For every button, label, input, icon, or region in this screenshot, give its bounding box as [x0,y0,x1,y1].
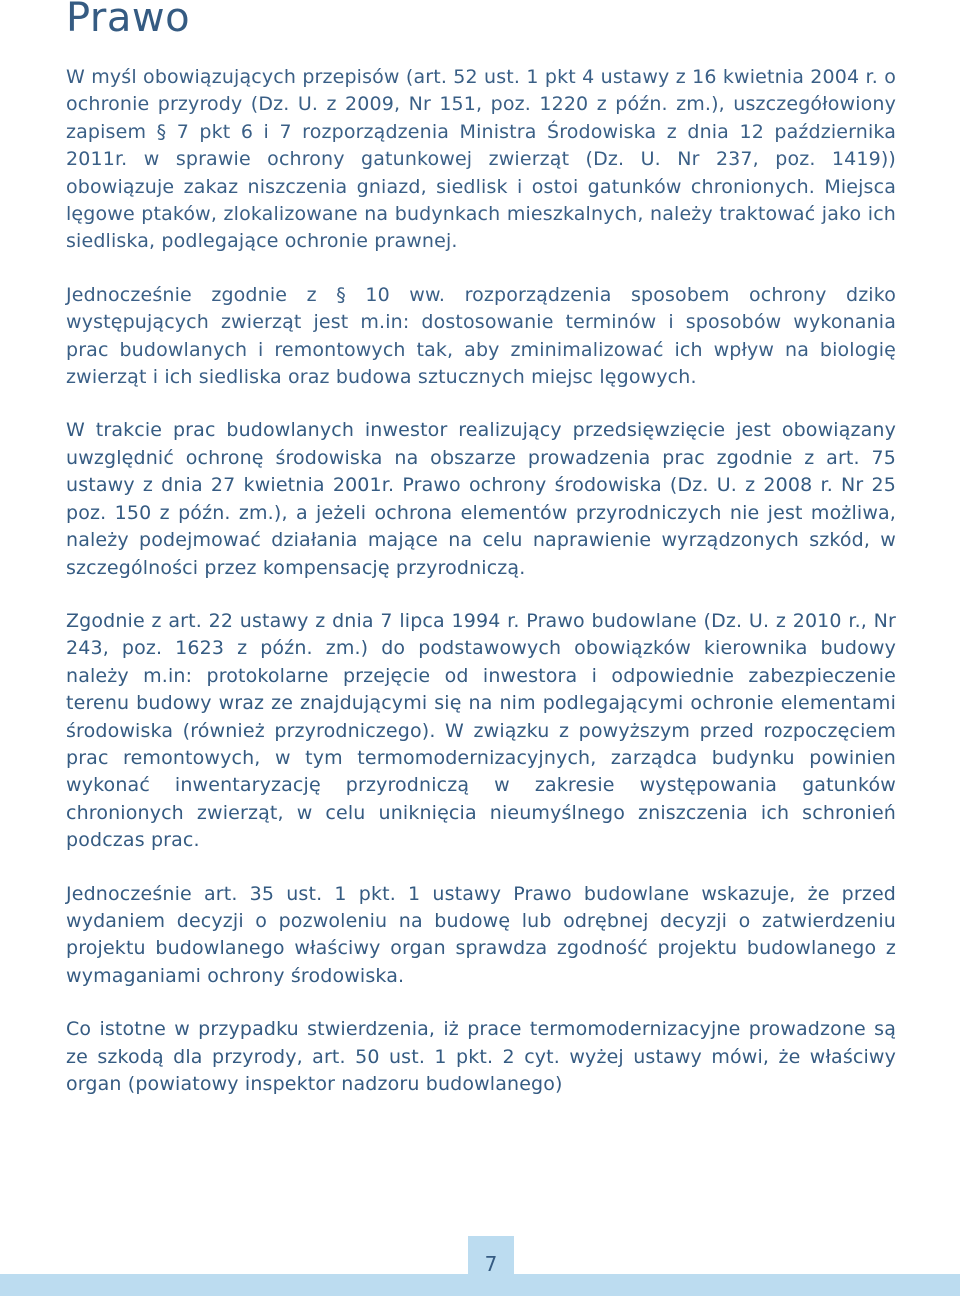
page-number: 7 [468,1236,514,1296]
paragraph-building-permit: Jednocześnie art. 35 ust. 1 pkt. 1 ustawy Prawo budowlane wskazuje, że przed wydaniem decyzji o pozwoleniu na budowę lub odrębnej decyzji o zatwierdzeniu projektu budowlanego właściwy organ sprawdza zgodność projektu budowlanego z wymaganiami ochrony środowiska. [66,882,896,987]
document-body [66,64,896,1124]
paragraph-nature-damage: Co istotne w przypadku stwierdzenia, iż prace termomodernizacyjne prowadzone są ze szkodą dla przyrody, art. 50 ust. 1 pkt. 2 cyt. wyżej ustawy mówi, że właściwy organ (powiatowy inspektor nadzoru budowlanego) [66,1018,896,1095]
paragraph-investor-obligations: W trakcie prac budowlanych inwestor realizujący przedsięwzięcie jest obowiązany uwzględnić ochronę środowiska na obszarze prowadzenia prac zgodnie z art. 75 ustawy z dnia 27 kwietnia 2001r. Prawo ochrony środowiska (Dz. U. z 2008 r. Nr 25 poz. 150 z późn. zm.), a jeżeli ochrona elementów przyrodniczych nie jest możliwa, należy podejmować działania mające na celu naprawienie wyrządzonych szkód, w szczególności przez kompensację przyrodniczą. [66,419,896,579]
paragraph-construction-manager-duties: Zgodnie z art. 22 ustawy z dnia 7 lipca 1994 r. Prawo budowlane (Dz. U. z 2010 r., Nr 243, poz. 1623 z późn. zm.) do podstawowych obowiązków kierownika budowy należy m.in: protokolarne przejęcie od inwestora i odpowiednie zabezpieczenie terenu budowy wraz ze znajdującymi się na nim podlegającymi ochronie elementami środowiska (również przyrodniczego). W związku z powyższym przed rozpoczęciem prac remontowych, w tym termomodernizacyjnych, zarządca budynku powinien wykonać inwentaryzację przyrodniczą w zakresie występowania gatunków chronionych zwierząt, w celu uniknięcia nieumyślnego zniszczenia ich schronień podczas prac. [66,609,896,852]
page-title: Prawo [66,0,191,41]
paragraph-bird-nest-protection: W myśl obowiązujących przepisów (art. 52 ust. 1 pkt 4 ustawy z 16 kwietnia 2004 r. o ochronie przyrody (Dz. U. z 2009, Nr 151, poz. 1220 z późn. zm.), uszczegółowiony zapisem § 7 pkt 6 i 7 rozporządzenia Ministra Środowiska z dnia 12 października 2011r. w sprawie ochrony gatunkowej zwierząt (Dz. U. Nr 237, poz. 1419)) obowiązuje zakaz niszczenia gniazd, siedlisk i ostoi gatunków chronionych. Miejsca lęgowe ptaków, zlokalizowane na budynkach mieszkalnych, należy traktować jako ich siedliska, podlegające ochronie prawnej. [66,66,896,253]
paragraph-regulation-10: Jednocześnie zgodnie z § 10 ww. rozporządzenia sposobem ochrony dziko występujących zwierząt jest m.in: dostosowanie terminów i sposobów wykonania prac budowlanych i remontowych tak, aby zminimalizować ich wpływ na biologię zwierząt i ich siedliska oraz budowa sztucznych miejsc lęgowych. [66,283,896,389]
